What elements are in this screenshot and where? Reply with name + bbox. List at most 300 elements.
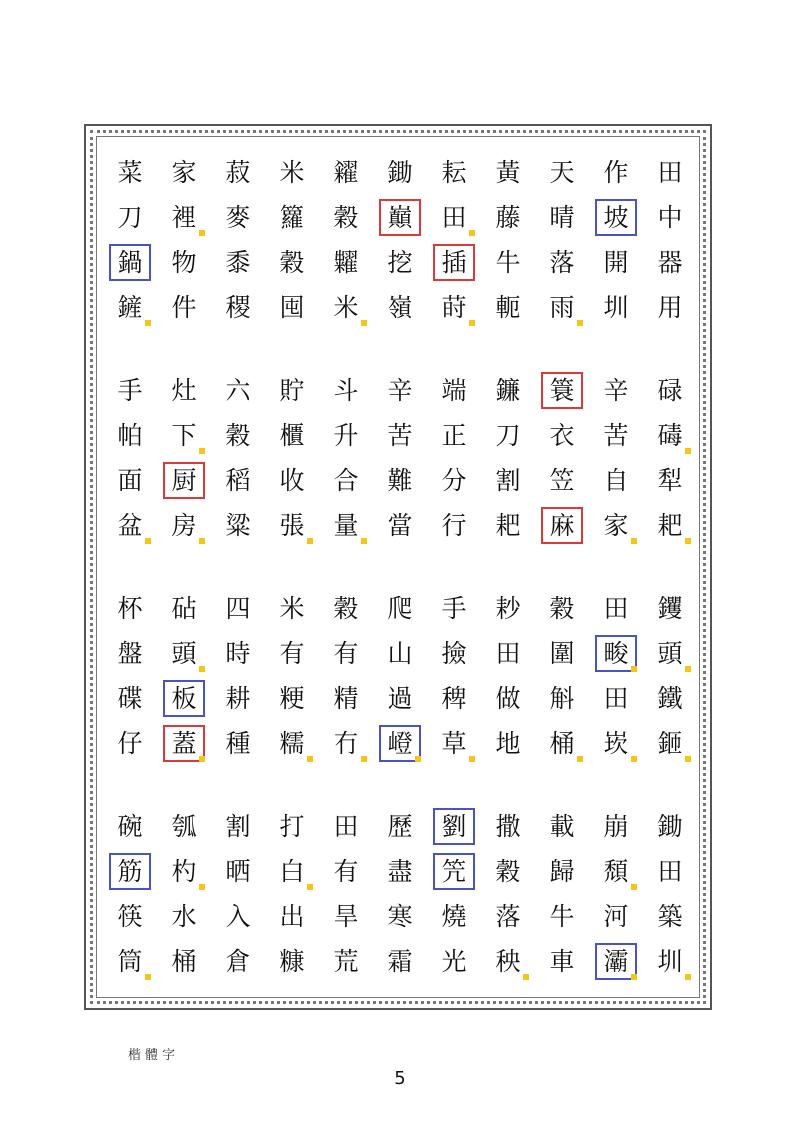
character-cell — [213, 150, 263, 195]
character: 辛 — [387, 376, 413, 405]
character-cell — [375, 240, 425, 285]
verse-column — [645, 804, 695, 984]
character: 厨 — [171, 466, 197, 495]
character: 過 — [387, 684, 413, 713]
verse-column — [321, 150, 371, 330]
character-cell — [591, 368, 641, 413]
character: 米 — [279, 594, 305, 623]
character-cell — [213, 458, 263, 503]
tone-mark — [361, 320, 367, 326]
character-cell — [483, 721, 533, 766]
character: 碡 — [657, 421, 683, 450]
character-cell — [267, 240, 317, 285]
tone-mark — [199, 230, 205, 236]
character: 器 — [657, 248, 683, 277]
verse-column — [483, 804, 533, 984]
character-cell — [321, 721, 371, 766]
character: 瓠 — [171, 812, 197, 841]
verse-column — [159, 368, 209, 548]
character-cell — [105, 458, 155, 503]
character-cell — [105, 150, 155, 195]
character: 頭 — [171, 639, 197, 668]
character-cell — [537, 150, 587, 195]
character: 耙 — [657, 511, 683, 540]
character: 白 — [279, 857, 305, 886]
character: 有 — [279, 639, 305, 668]
character-cell — [213, 195, 263, 240]
character: 撒 — [495, 812, 521, 841]
character-cell — [645, 631, 695, 676]
character: 頹 — [603, 857, 629, 886]
character: 穀 — [495, 857, 521, 886]
character: 築 — [657, 902, 683, 931]
character-cell — [375, 195, 425, 240]
character: 打 — [279, 812, 305, 841]
tone-mark — [685, 974, 691, 980]
character: 爬 — [387, 594, 413, 623]
character-cell — [105, 631, 155, 676]
character: 正 — [441, 421, 467, 450]
character-cell — [159, 458, 209, 503]
character-grid — [105, 150, 705, 1004]
character: 鍋 — [117, 248, 143, 277]
character: 米 — [279, 158, 305, 187]
character-cell — [213, 368, 263, 413]
character-cell — [429, 804, 479, 849]
character-cell — [321, 586, 371, 631]
character: 鋤 — [387, 158, 413, 187]
character: 晴 — [549, 203, 575, 232]
character-cell — [105, 285, 155, 330]
verse-column — [321, 804, 371, 984]
character-cell — [537, 721, 587, 766]
character: 帕 — [117, 421, 143, 450]
character-cell — [213, 631, 263, 676]
character-cell — [159, 586, 209, 631]
character: 碗 — [117, 812, 143, 841]
verse-column — [429, 150, 479, 330]
character-cell — [267, 503, 317, 548]
verse-column — [537, 804, 587, 984]
character: 鋤 — [657, 812, 683, 841]
character-cell — [105, 939, 155, 984]
character: 作 — [603, 158, 629, 187]
character-cell — [645, 894, 695, 939]
character-cell — [375, 150, 425, 195]
character-cell — [213, 285, 263, 330]
verse-column — [375, 586, 425, 766]
character: 盆 — [117, 511, 143, 540]
character: 頭 — [657, 639, 683, 668]
character: 收 — [279, 466, 305, 495]
character-cell — [537, 503, 587, 548]
character: 衣 — [549, 421, 575, 450]
character-cell — [645, 676, 695, 721]
character-cell — [213, 939, 263, 984]
character-cell — [105, 676, 155, 721]
character: 用 — [657, 293, 683, 322]
character: 藤 — [495, 203, 521, 232]
character: 犁 — [657, 466, 683, 495]
character-cell — [105, 586, 155, 631]
character-cell — [591, 586, 641, 631]
character: 斛 — [549, 684, 575, 713]
character: 穀 — [225, 421, 251, 450]
character-cell — [321, 150, 371, 195]
character: 行 — [441, 511, 467, 540]
tone-mark — [199, 756, 205, 762]
character: 黃 — [495, 158, 521, 187]
verse-column — [429, 586, 479, 766]
character-cell — [645, 804, 695, 849]
character-cell — [645, 368, 695, 413]
verse-column — [267, 368, 317, 548]
character: 田 — [441, 203, 467, 232]
character-cell — [213, 721, 263, 766]
character: 麥 — [225, 203, 251, 232]
character-cell — [483, 240, 533, 285]
character: 端 — [441, 376, 467, 405]
character: 草 — [441, 729, 467, 758]
verse-column — [213, 586, 263, 766]
character-cell — [429, 285, 479, 330]
character-cell — [483, 503, 533, 548]
character: 笐 — [441, 857, 467, 886]
character: 入 — [225, 902, 251, 931]
character-cell — [429, 240, 479, 285]
character: 鉔 — [657, 729, 683, 758]
character: 房 — [171, 511, 197, 540]
character-cell — [591, 939, 641, 984]
character-cell — [591, 631, 641, 676]
character: 糴 — [333, 158, 359, 187]
character: 苦 — [603, 421, 629, 450]
character: 四 — [225, 594, 251, 623]
character: 難 — [387, 466, 413, 495]
character: 落 — [549, 248, 575, 277]
character-cell — [375, 676, 425, 721]
character-cell — [159, 894, 209, 939]
character: 鐵 — [657, 684, 683, 713]
character: 砧 — [171, 594, 197, 623]
character: 秧 — [495, 947, 521, 976]
character: 種 — [225, 729, 251, 758]
character-cell — [105, 368, 155, 413]
character-cell — [321, 631, 371, 676]
character: 粳 — [279, 684, 305, 713]
character-cell — [321, 939, 371, 984]
character: 挖 — [387, 248, 413, 277]
character: 田 — [333, 812, 359, 841]
character: 歸 — [549, 857, 575, 886]
character: 荒 — [333, 947, 359, 976]
character: 裡 — [171, 203, 197, 232]
character-cell — [321, 285, 371, 330]
verse-column — [159, 150, 209, 330]
character-cell — [375, 849, 425, 894]
character-cell — [591, 458, 641, 503]
character: 灶 — [171, 376, 197, 405]
character: 張 — [279, 511, 305, 540]
tone-mark — [199, 448, 205, 454]
verse-column — [159, 804, 209, 984]
character: 穀 — [333, 594, 359, 623]
character-cell — [159, 195, 209, 240]
character: 鏟 — [117, 293, 143, 322]
character: 牛 — [495, 248, 521, 277]
character-cell — [267, 676, 317, 721]
character: 出 — [279, 902, 305, 931]
character: 盡 — [387, 857, 413, 886]
character: 崁 — [603, 729, 629, 758]
tone-mark — [469, 756, 475, 762]
character: 筋 — [117, 857, 143, 886]
verse-column — [267, 804, 317, 984]
character-cell — [429, 413, 479, 458]
character: 地 — [495, 729, 521, 758]
character-cell — [213, 503, 263, 548]
character-cell — [537, 631, 587, 676]
character: 米 — [333, 293, 359, 322]
character: 下 — [171, 421, 197, 450]
character-cell — [645, 721, 695, 766]
verse-column — [537, 368, 587, 548]
character: 天 — [549, 158, 575, 187]
character: 桶 — [171, 947, 197, 976]
character: 耕 — [225, 684, 251, 713]
character-cell — [537, 285, 587, 330]
character-cell — [645, 586, 695, 631]
character: 山 — [387, 639, 413, 668]
character: 開 — [603, 248, 629, 277]
character-cell — [483, 150, 533, 195]
character: 貯 — [279, 376, 305, 405]
character: 穀 — [279, 248, 305, 277]
character-cell — [321, 368, 371, 413]
character-cell — [591, 721, 641, 766]
character-cell — [645, 150, 695, 195]
character: 田 — [603, 684, 629, 713]
character-cell — [591, 150, 641, 195]
character-cell — [159, 240, 209, 285]
character: 穀 — [549, 594, 575, 623]
character-cell — [321, 413, 371, 458]
character-cell — [105, 804, 155, 849]
character-cell — [375, 631, 425, 676]
verse-column — [321, 586, 371, 766]
character: 灞 — [603, 947, 629, 976]
character-cell — [267, 285, 317, 330]
character-cell — [645, 849, 695, 894]
character-cell — [267, 150, 317, 195]
character: 圳 — [657, 947, 683, 976]
character-cell — [375, 939, 425, 984]
character-cell — [537, 240, 587, 285]
verse-block — [105, 804, 705, 1004]
character: 劉 — [441, 812, 467, 841]
character-cell — [105, 721, 155, 766]
character-cell — [321, 894, 371, 939]
character-cell — [645, 195, 695, 240]
character: 河 — [603, 902, 629, 931]
verse-column — [537, 150, 587, 330]
tone-mark — [577, 756, 583, 762]
character: 稷 — [225, 293, 251, 322]
verse-column — [375, 804, 425, 984]
character-cell — [267, 368, 317, 413]
character-cell — [105, 894, 155, 939]
character: 粱 — [225, 511, 251, 540]
character: 畯 — [603, 639, 629, 668]
character-cell — [483, 939, 533, 984]
tone-mark — [523, 974, 529, 980]
character-cell — [321, 503, 371, 548]
verse-column — [375, 150, 425, 330]
character: 倉 — [225, 947, 251, 976]
character: 田 — [603, 594, 629, 623]
character: 辛 — [603, 376, 629, 405]
character: 軛 — [495, 293, 521, 322]
character-cell — [591, 849, 641, 894]
character: 燒 — [441, 902, 467, 931]
character-cell — [105, 413, 155, 458]
character: 插 — [441, 248, 467, 277]
character-cell — [483, 368, 533, 413]
character: 筒 — [117, 947, 143, 976]
character: 莳 — [441, 293, 467, 322]
tone-mark — [685, 538, 691, 544]
verse-column — [429, 804, 479, 984]
tone-mark — [145, 320, 151, 326]
character: 耙 — [495, 511, 521, 540]
character: 時 — [225, 639, 251, 668]
character: 穀 — [333, 203, 359, 232]
character-cell — [537, 894, 587, 939]
character-cell — [429, 894, 479, 939]
verse-column — [537, 586, 587, 766]
page-number: 5 — [394, 1068, 406, 1089]
character: 雨 — [549, 293, 575, 322]
character: 家 — [603, 511, 629, 540]
verse-column — [645, 150, 695, 330]
character-cell — [483, 458, 533, 503]
tone-mark — [307, 756, 313, 762]
verse-column — [591, 586, 641, 766]
character-cell — [159, 413, 209, 458]
character-cell — [537, 458, 587, 503]
character-cell — [591, 285, 641, 330]
character: 苦 — [387, 421, 413, 450]
character: 崩 — [603, 812, 629, 841]
character: 坡 — [603, 203, 629, 232]
character-cell — [645, 240, 695, 285]
character-cell — [591, 804, 641, 849]
character-cell — [537, 849, 587, 894]
character-cell — [213, 413, 263, 458]
character-cell — [213, 586, 263, 631]
verse-block — [105, 586, 705, 804]
character: 碌 — [657, 376, 683, 405]
character: 冇 — [333, 729, 359, 758]
character: 割 — [225, 812, 251, 841]
character-cell — [429, 368, 479, 413]
character-cell — [267, 195, 317, 240]
character-cell — [591, 894, 641, 939]
character: 菽 — [225, 158, 251, 187]
verse-column — [483, 150, 533, 330]
character: 田 — [657, 857, 683, 886]
character-cell — [105, 503, 155, 548]
verse-column — [213, 150, 263, 330]
character: 刀 — [117, 203, 143, 232]
tone-mark — [469, 320, 475, 326]
font-style-label: 楷體字 — [128, 1048, 180, 1063]
character: 有 — [333, 857, 359, 886]
character-cell — [591, 413, 641, 458]
character: 物 — [171, 248, 197, 277]
tone-mark — [685, 756, 691, 762]
tone-mark — [361, 538, 367, 544]
tone-mark — [199, 538, 205, 544]
tone-mark — [577, 320, 583, 326]
character: 件 — [171, 293, 197, 322]
character: 杯 — [117, 594, 143, 623]
tone-mark — [415, 756, 421, 762]
character: 仔 — [117, 729, 143, 758]
character: 刀 — [495, 421, 521, 450]
character-cell — [375, 503, 425, 548]
character: 有 — [333, 639, 359, 668]
character-cell — [375, 368, 425, 413]
character-cell — [483, 894, 533, 939]
character-cell — [375, 721, 425, 766]
character-cell — [645, 413, 695, 458]
character-cell — [375, 413, 425, 458]
character-cell — [267, 631, 317, 676]
character-cell — [537, 676, 587, 721]
character-cell — [213, 894, 263, 939]
character: 家 — [171, 158, 197, 187]
character-cell — [483, 804, 533, 849]
verse-column — [105, 586, 155, 766]
character-cell — [483, 631, 533, 676]
character: 合 — [333, 466, 359, 495]
tone-mark — [631, 974, 637, 980]
character: 當 — [387, 511, 413, 540]
character: 櫃 — [279, 421, 305, 450]
verse-column — [483, 586, 533, 766]
verse-column — [267, 586, 317, 766]
character-cell — [645, 458, 695, 503]
character: 碟 — [117, 684, 143, 713]
character: 菜 — [117, 158, 143, 187]
character-cell — [159, 368, 209, 413]
character: 稻 — [225, 466, 251, 495]
character-cell — [213, 804, 263, 849]
character: 手 — [441, 594, 467, 623]
character-cell — [537, 804, 587, 849]
character-cell — [267, 849, 317, 894]
character: 水 — [171, 902, 197, 931]
character-cell — [267, 586, 317, 631]
tone-mark — [469, 230, 475, 236]
character-cell — [483, 586, 533, 631]
character: 光 — [441, 947, 467, 976]
character: 圳 — [603, 293, 629, 322]
character-cell — [321, 240, 371, 285]
character-cell — [375, 458, 425, 503]
character: 載 — [549, 812, 575, 841]
